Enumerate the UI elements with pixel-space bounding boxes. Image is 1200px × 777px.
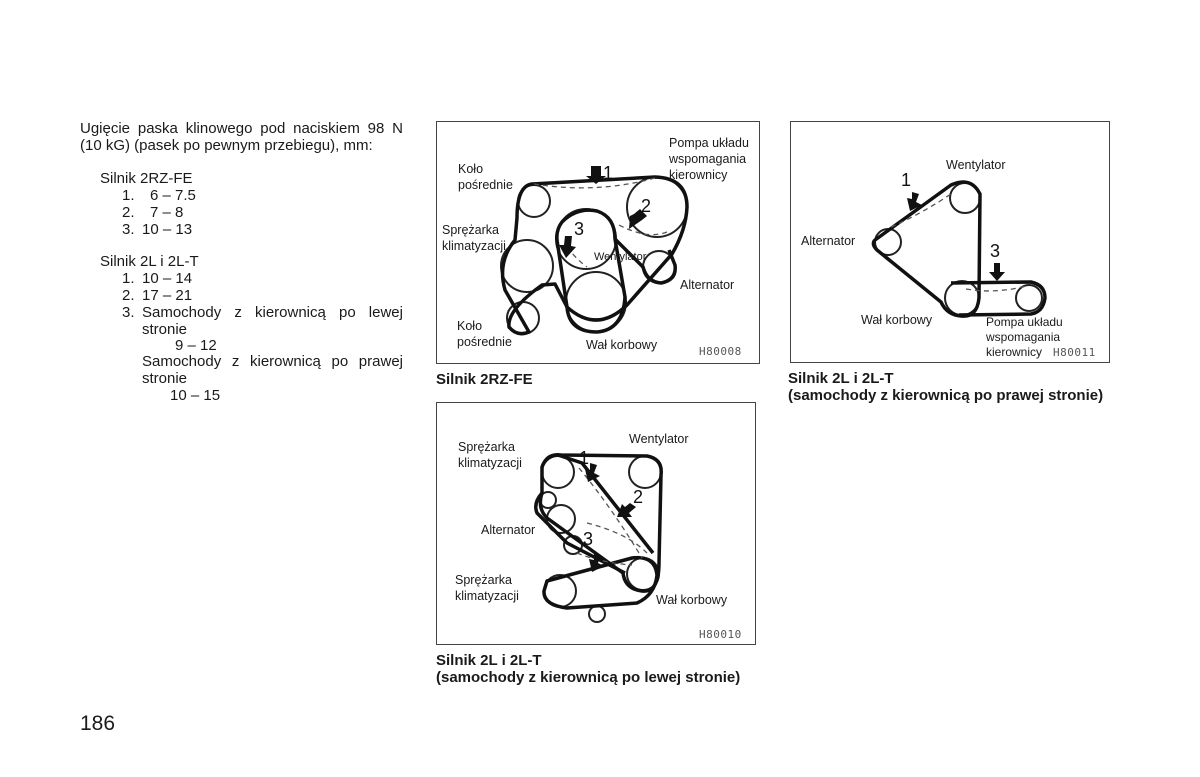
fig2-label-sprezarka-bottom: Sprężarka klimatyzacji [455,573,519,603]
fig1-number-3: 3 [574,219,585,239]
fig3-label-wal: Wał korbowy [861,313,933,327]
fig3-number-3: 3 [990,241,1001,261]
fig1-code: H80008 [699,345,742,358]
engine2-item3-left-line2: stronie [142,321,188,338]
engine1-item3-num: 3. [122,221,135,238]
engine1-title: Silnik 2RZ-FE [100,170,193,187]
fig1-caption: Silnik 2RZ-FE [436,371,533,388]
figure-2l-left-belt-diagram [436,402,756,645]
page-number: 186 [80,712,116,735]
engine2-item2-num: 2. [122,287,135,304]
fig1-label-wentylator: Wentylator [594,251,647,263]
engine2-item1-value: 10 – 14 [142,270,193,287]
engine2-item3-right-line2: stronie [142,370,188,387]
fig1-label-kolo-bottom: Koło pośrednie [457,319,512,349]
engine2-item3-right-value: 10 – 15 [170,387,221,404]
fig2-label-wal: Wał korbowy [656,593,728,607]
engine1-item1-value: 6 – 7.5 [150,187,196,204]
fig3-label-alternator: Alternator [801,234,856,248]
engine2-item2-value: 17 – 21 [142,287,193,304]
fig3-caption-line2: (samochody z kierownicą po prawej stronie) [788,387,1104,404]
engine2-title: Silnik 2L i 2L-T [100,253,199,270]
fig2-label-wentylator: Wentylator [629,432,689,446]
engine1-item2-num: 2. [122,204,135,221]
fig1-label-kolo-top: Koło pośrednie [458,162,513,192]
engine2-item3-right-line1: Samochody z kierownicą po prawej [142,353,403,370]
fig3-label-pompa: Pompa układu wspomagania kierownicy [986,315,1063,359]
figure-2rz-fe-belt-diagram [436,121,760,364]
fig1-label-sprezarka: Sprężarka klimatyzacji [442,223,506,253]
fig2-number-2: 2 [633,487,644,507]
fig2-label-alternator: Alternator [481,523,536,537]
fig1-number-2: 2 [641,196,652,216]
fig2-number-3: 3 [583,529,594,549]
fig1-label-wal: Wał korbowy [586,338,658,352]
fig2-number-1: 1 [579,448,590,468]
fig3-code: H80011 [1053,346,1096,359]
fig2-label-sprezarka-top: Sprężarka klimatyzacji [458,440,522,470]
intro-paragraph: Ugięcie paska klinowego pod naciskiem 98 N (10 kG) (pasek po pewnym przebiegu), mm: [80,120,403,154]
fig2-caption-line1: Silnik 2L i 2L-T [436,652,542,669]
fig2-caption-line2: (samochody z kierownicą po lewej stronie) [436,669,741,686]
fig1-label-alternator: Alternator [680,278,735,292]
engine2-item1-num: 1. [122,270,135,287]
fig1-label-pompa: Pompa układu wspomagania kierownicy [669,136,749,182]
fig3-caption-line1: Silnik 2L i 2L-T [788,370,894,387]
engine1-item2-value: 7 – 8 [150,204,184,221]
engine2-item3-left-line1: Samochody z kierownicą po lewej [142,304,403,321]
engine1-item1-num: 1. [122,187,135,204]
fig1-number-1: 1 [603,163,614,183]
engine1-item3-value: 10 – 13 [142,221,193,238]
engine2-item3-num: 3. [122,304,135,321]
fig3-number-1: 1 [901,170,912,190]
fig3-label-wentylator: Wentylator [946,158,1006,172]
fig2-code: H80010 [699,628,742,641]
engine2-item3-left-value: 9 – 12 [175,337,217,354]
figure-2l-right-belt-diagram [790,121,1110,363]
